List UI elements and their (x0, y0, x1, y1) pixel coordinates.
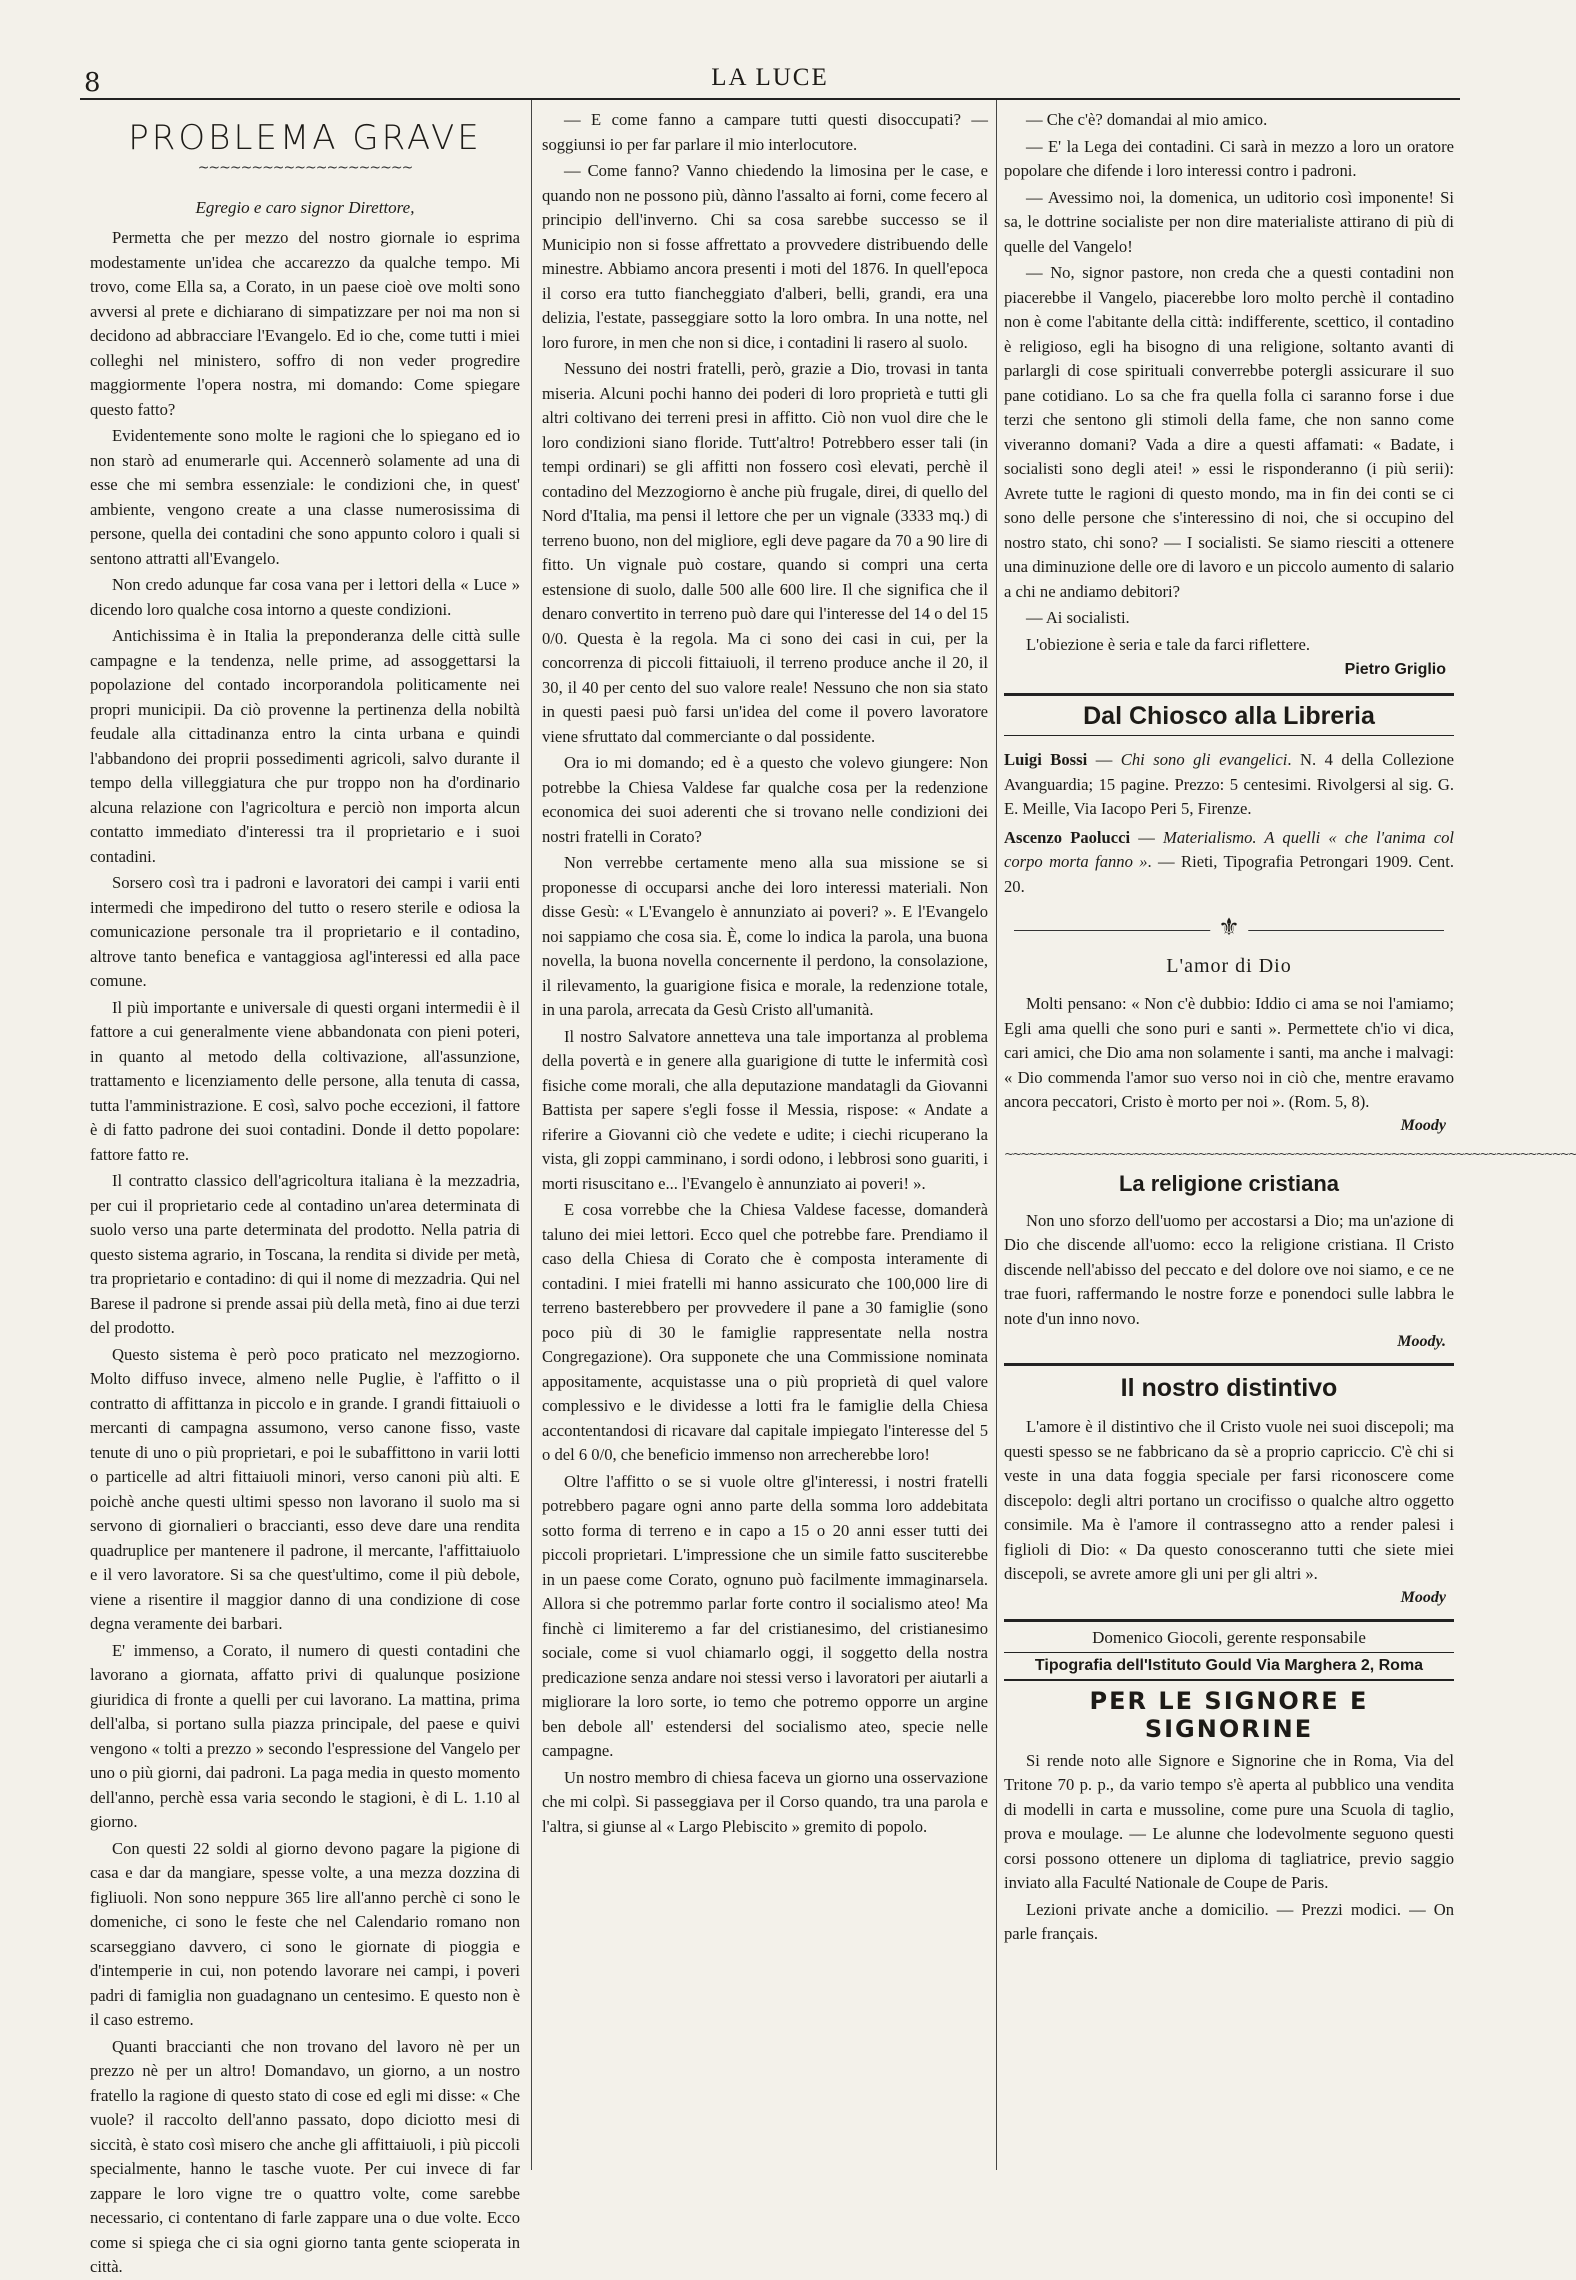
paragraph: Evidentemente sono molte le ragioni che lo spiegano ed io non starò ad enumerarle qui. Accennerò solamente ad una di esse che mi sembra essenziale: le condizioni che, in quest' ambiente, vengono create a una classe numerosissima di persone, quella dei contadini che sono appunto coloro i quali si sentono attratti all'Evangelo. (90, 426, 520, 568)
paragraph: — E come fanno a campare tutti questi disoccupati? — soggiunsi io per far parlare il mio interlocutore. (542, 110, 988, 154)
book-author: Ascenzo Paolucci (1004, 827, 1131, 847)
paragraph: Il contratto classico dell'agricoltura italiana è la mezzadria, per cui il proprietario cede al contadino un'area determinata di suolo verso una parte determinata del prodotto. Nella patria di questo sistema agrario, in Toscana, la rendita si divide per metà, tra proprietario e contadino: di qui il nome di mezzadria. Qui nel Barese il padrone si prende assai più della metà, fino ai due terzi del prodotto. (90, 1171, 520, 1337)
paragraph: Il più importante e universale di questi organi intermedii è il fattore a cui generalmente viene abbandonata con pieni poteri, in quanto al metodo della coltivazione, all'assunzione, trattamento e licenziamento delle persone, alla tenuta di cassa, tutta l'amministrazione. E così, salvo poche eccezioni, il fattore è di fatto padrone dei suoi contadini. Donde il detto popolare: fattore fatto re. (90, 997, 520, 1164)
book-detail: N. 4 della Collezione Avanguardia; 15 pagine. Prezzo: 5 centesimi. Rivolgersi al sig. G. E. Meille, Via Iacopo Peri 5, Firenze. (1004, 750, 1455, 818)
paragraph: Nessuno dei nostri fratelli, però, grazie a Dio, trovasi in tanta miseria. Alcuni pochi hanno dei poderi di loro proprietà e tutti gli altri coltivano dei terreni presi in affitto. Ciò non vuol dire che le loro condizioni siano floride. Tutt'altro! Potrebbero esser tali (in tempi ordinari) se gli affitti non fossero così elevati, perchè il contadino del Mezzogiorno è anche più frugale, direi, di quello del Nord d'Italia, ma pensi il lettore che per un vignale (3333 mq.) di terreno buono, non del migliore, egli deve pagare da 70 a 90 lire di fitto. Un vignale può costare, quando si compri una certa estensione di suolo, dalle 500 alle 600 lire. Il che significa che il denaro convertito in terreno può dare qui l'interesse del 14 o del 15 0/0. Questa è la regola. Ma ci sono dei casi in cui, per la concorrenza di piccoli fittaiuoli, il terreno produce anche il 20, il 30, il 40 per cento del suo valore reale! Nessuno che non sia stato in questi paesi può farsi un'idea del come il povero lavoratore viene sfruttato dal commerciante o dal possidente. (542, 359, 988, 746)
paragraph: — E' la Lega dei contadini. Ci sarà in mezzo a loro un oratore popolare che difende i loro interessi contro i padroni. (1004, 136, 1454, 180)
column-2 (542, 108, 988, 2168)
religione-title: La religione cristiana (1118, 1170, 1340, 1196)
paper-title: LA LUCE (711, 64, 829, 91)
distintivo-signature: Moody (1400, 1588, 1446, 1606)
paragraph: Ora io mi domando; ed è a questo che volevo giungere: Non potrebbe la Chiesa Valdese far qualche cosa per la redenzione economica dei suoi aderenti che si trovano nelle condizioni dei nostri fratelli in Corato? (542, 753, 988, 846)
book-author: Luigi Bossi (1004, 750, 1088, 769)
paragraph: E' immenso, a Corato, il numero di questi contadini che lavorano a giornata, affatto privi di qualunque posizione giuridica di fronte a quelli per cui lavorano. La mattina, prima dell'alba, si portano sulla piazza principale, del paese e quivi vengono « tolti a prezzo » secondo l'espressione del Vangelo per uno o più giorni, dai padroni. La paga media in questo momento dell'anno, perchè essa varia secondo le stagioni, è di L. 1.10 al giorno. (90, 1640, 520, 1831)
amor-text: Molti pensano: « Non c'è dubbio: Iddio ci ama se noi l'amiamo; Egli ama quelli che sono puri e santi ». Permettete ch'io vi dica, cari amici, che Dio ama non solamente i santi, ma anche i malvagi: « Dio commenda l'amor suo verso noi in ciò che, mentre eravamo ancora peccatori, Cristo è morto per noi ». (Rom. 5, 8). (1004, 994, 1454, 1111)
paragraph: L'obiezione è seria e tale da farci riflettere. (1026, 634, 1310, 654)
amor-signature: Moody (1400, 1116, 1446, 1134)
fleur-de-lis-icon: ⚜ (1210, 913, 1248, 941)
religione-text: Non uno sforzo dell'uomo per accostarsi a Dio; ma un'azione di Dio che discende all'uomo: ecco la religione cristiana. Il Cristo discende nell'abisso del peccato e del dolore ove noi siamo, e ce ne trae fuori, raffermando le nostre forze e ponendoci sulle labbra le note d'un inno novo. (1004, 1210, 1454, 1328)
paragraph: Sorsero così tra i padroni e lavoratori dei campi i varii enti intermedi che impedirono del tutto o resero sterile e odiosa la comunicazione personale tra il proprietario e il contadino, altrove tanto benefica e vantaggiosa agl'interessi ed alla pace comune. (90, 873, 520, 990)
column-1 (90, 108, 520, 2276)
paragraph: Permetta che per mezzo del nostro giornale io esprima modestamente un'idea che accarezzo da qualche tempo. Mi trovo, come Ella sa, a Corato, in un paese cioè ove molti sono avversi al prete e dichiarano di simpatizzare per noi ma non si decidono ad abbracciare l'Evangelo. Ed io che, come tutti i miei colleghi nel ministero, soffro di non veder progredire maggiormente l'opera nostra, mi domando: Come spiegare questo fatto? (90, 228, 520, 419)
paragraph: — Che c'è? domandai al mio amico. (1026, 110, 1268, 129)
paragraph: Non verrebbe certamente meno alla sua missione se si proponesse di occuparsi anche dei loro interessi materiali. Non disse Gesù: « L'Evangelo è annunziato ai poveri? ». E l'Evangelo noi sappiamo che cosa sia. È, come lo indica la parola, una buona novella, la buona novella concernente il perdono, la consolazione, il rilevamento, la guarigione fisica e morale, la redenzione totale, in una parola, arrecata da Gesù Cristo all'umanità. (542, 853, 988, 1019)
wavy-divider: ~~~~~~~~~~~~~~~~~~~~~~~~~~~~~~~~~~~~~~~~~~~~~~~~~~~~~~~~~~~~~~~~~~~~~~~ (1004, 1146, 1576, 1161)
distintivo-text: L'amore è il distintivo che il Cristo vuole nei suoi discepoli; ma questi spesso se ne fabbricano da sè a proprio capriccio. C'è chi si veste in una data foggia speciale per farsi riconoscere come discepolo: degli altri portano un crocifisso o qualche altro oggetto consimile. Ma è l'amore il contrassegno atto a render palesi i figlioli di Dio: « Da questo conosceranno tutti che siete miei discepoli, se avrete amore gli uni per gli altri ». (1004, 1417, 1454, 1583)
paragraph: Quanti braccianti che non trovano del lavoro nè per un prezzo nè per un altro! Domandavo, un giorno, a un nostro fratello la ragione di questo stato di cose ed egli mi disse: « Che vuole? il raccolto dell'anno passato, dopo diciotto mesi di siccità, è stato così misero che anche gli affittaiuoli, i più piccoli specialmente, hanno le tasche vuote. Per cui invece di far zappare le loro vigne tre o quattro volte, come sarebbe necessario, ci contentano di farle zappare una o due volte. Ecco come si spiega che ci sia ogni giorno tanta gente scioperata in città. (90, 2036, 520, 2276)
paragraph: — Avessimo noi, la domenica, un uditorio così imponente! Si sa, le dottrine socialiste per non dire materialiste attirano di più di quelle del Vangelo! (1004, 187, 1454, 256)
salutation: Egregio e caro signor Direttore, (195, 198, 415, 217)
tipografia-line: Tipografia dell'Istituto Gould Via Marghera 2, Roma (1004, 1652, 1454, 1681)
book-entry: Luigi Bossi — Chi sono gli evangelici. N. 4 della Collezione Avanguardia; 15 pagine. Prezzo: 5 centesimi. Rivolgersi al sig. G. E. Meille, Via Iacopo Peri 5, Firenze. (1004, 750, 1455, 818)
fleuron-divider (1004, 913, 1454, 947)
distintivo-title: Il nostro distintivo (1004, 1363, 1454, 1403)
paragraph: Antichissima è in Italia la preponderanza delle città sulle campagne e la tendenza, nelle prime, ad assoggettarsi la popolazione del contado incorporandola politicamente nei propri municipii. Da ciò provenne la pertinenza della nobiltà feudale alla cittadinanza entro la cinta urbana e quindi l'abbandono dei proprii possedimenti agricoli, salvo durante il tempo della villeggiatura che pur troppo non ha d'ordinario alcuna relazione con l'agricoltura e perciò non importa alcun contatto immediato d'interessi tra il proprietario e i suoi contadini. (90, 626, 520, 866)
religione-signature: Moody. (1397, 1333, 1446, 1350)
amor-title: L'amor di Dio (1166, 955, 1292, 977)
paragraph: Il nostro Salvatore annetteva una tale importanza al problema della povertà e in genere alla guarigione di tutte le infermità così fisiche come morali, che alla deputazione mandatagli da Giovanni Battista per sapere s'egli fosse il Messia, rispose: « Andate a riferire a Giovanni ciò che vedete e udite; i ciechi ricuperano la vista, gli zoppi camminano, i sordi odono, i lebbrosi sono guariti, i morti risuscitano e... l'Evangelo è annunziato ai poveri! ». (542, 1026, 988, 1193)
page-number: 8 (84, 68, 101, 98)
ad-title: PER LE SIGNORE E SIGNORINE (1089, 1686, 1369, 1743)
ad-text: Si rende noto alle Signore e Signorine che in Roma, Via del Tritone 70 p. p., da vario tempo s'è aperta al pubblico una vendita di modelli in carta e mussoline, come pure una Scuola di taglio, prova e moulage. — Le alunne che lodevolmente seguono questi corsi possono ottenere un diploma di tagliatrice, previo saggio inviato alla Faculté Nationale de Coupe de Paris. (1004, 1750, 1454, 1892)
masthead-rule (80, 98, 1460, 100)
paragraph: — Come fanno? Vanno chiedendo la limosina per le case, e quando non ne possono più, dànno l'assalto ai forni, come fecero al principio dell'inverno. Chi sa cosa sarebbe successo se il Municipio non si fosse affrettato a provvedere distribuendo delle minestre. Abbiamo ancora presenti i moti del 1876. In quell'epoca il corso era tutto fiancheggiato d'alberi, belli, grandi, era una delizia, l'estate, passeggiare sotto la loro ombra. In una notte, nel loro furore, in men che non si dice, i contadini li rasero al suolo. (542, 161, 988, 352)
paragraph: Questo sistema è però poco praticato nel mezzogiorno. Molto diffuso invece, almeno nelle Puglie, è l'affitto o il contratto di affittanza in piccolo e in grande. I grandi fittaiuoli o mercanti di campagna assumono, verso canone fisso, vaste tenute di uno o più proprietari, e poi le subaffittono in varii lotti o particelle ad altri fittaiuoli minori, verso canoni più alti. E poichè anche questi ultimi spesso non lavorano il suolo ma si servono di giornalieri o braccianti, esso deve dare una rendita quadruplice per mantenere il padrone, il mercante, l'affittaiuolo e il vero lavoratore. Si sa che quest'ultimo, come il più debole, viene a risentire il maggior danno di una condizione di cose degna veramente dei barbari. (90, 1344, 520, 1633)
paragraph: Un nostro membro di chiesa faceva un giorno una osservazione che mi colpì. Si passeggiava per il Corso quando, tra una parola e l'altra, si giunse al « Largo Plebiscito » gremito di popolo. (542, 1767, 988, 1836)
paragraph: Non credo adunque far cosa vana per i lettori della « Luce » dicendo loro qualche cosa intorno a queste condizioni. (90, 575, 520, 619)
book-entry: Ascenzo Paolucci — Materialismo. A quelli « che l'anima col corpo morta fanno ». — Rieti, Tipografia Petrongari 1909. Cent. 20. (1004, 827, 1455, 896)
article-title: PROBLEMA GRAVE (128, 118, 482, 158)
book-detail: Rieti, Tipografia Petrongari 1909. Cent. 20. (1004, 852, 1454, 896)
paragraph: — Ai socialisti. (1026, 608, 1130, 627)
article-signature: Pietro Griglio (1344, 661, 1446, 678)
book-section-title: Dal Chiosco alla Libreria (1004, 693, 1454, 736)
paragraph: — No, signor pastore, non creda che a questi contadini non piacerebbe il Vangelo, piacerebbe loro molto perchè il contadino non è come l'abitante della città: indifferente, scettico, il contadino è religioso, egli ha bisogno di una religione, soltanto avanti di parlargli di cose spirituali converrebbe potergli assicurare il suo pane cotidiano. Lo sa che fra quella folla ci saranno forse i due terzi che sentono gli stimoli della fame, che non sanno come viveranno domani? Vada a dire a questi affamati: « Badate, i socialisti sono degli atei! » essi le risponderanno (i più serii): Avrete tutte le ragioni di questo mondo, ma in fin dei conti se ci sono delle persone che s'interessino di noi, che si occupino del nostro stato, chi sono? — I socialisti. Se siamo riesciti a ottenere una diminuzione delle ore di lavoro e un piccolo aumento di salario a chi ne andiamo debitori? (1004, 263, 1454, 601)
column-divider (996, 100, 997, 2170)
masthead (80, 62, 1460, 102)
book-title: Materialismo. A quelli « che l'anima col corpo morta fanno » (1004, 827, 1455, 871)
paragraph: Oltre l'affitto o se si vuole oltre gl'interessi, i nostri fratelli potrebbero pagare ogni anno parte della somma loro addebitata sotto forma di terreno e in capo a 15 o 20 anni esser tutti dei piccoli proprietari. L'impressione che un simile fatto susciterebbe in un paese come Corato, ognuno può facilmente immaginarsela. Allora si che potremmo parlar forte contro il socialismo ateo! Ma finchè ci limiteremo a far del cristianesimo, del cristianesimo sociale, come si vuol chiamarlo oggi, il soggetto della nostra predicazione senza andare noi stessi verso i lavoratori per aiutarli a migliorare la loro sorte, io temo che potremo opporre un argine ben debole all' estendersi del socialismo ateo, specie nelle campagne. (542, 1471, 988, 1760)
paragraph: Con questi 22 soldi al giorno devono pagare la pigione di casa e dar da mangiare, spesse volte, a una mezza dozzina di figliuoli. Non sono neppure 365 lire all'anno perchè ci sono le domeniche, ci sono le feste che nel Calendario romano non scarseggiano davvero, ci sono le giornate di pioggia e d'intemperie in cui, non potendo lavorare nei campi, i poveri padri di famiglia non guadagnano un centesimo. E questo non è il caso estremo. (90, 1838, 520, 2029)
column-divider (531, 100, 532, 2170)
gerente-line: Domenico Giocoli, gerente responsabile (1004, 1619, 1454, 1648)
title-ornament: ~~~~~~~~~~~~~~~~~~~~ (197, 160, 413, 176)
column-3 (1004, 108, 1576, 2168)
paragraph: E cosa vorrebbe che la Chiesa Valdese facesse, domanderà taluno dei miei lettori. Ecco quel che potrebbe fare. Prendiamo il caso della Chiesa di Corato che è composta interamente di contadini. I miei fratelli mi hanno assicurato che 100,000 lire di terreno basterebbero per provvedere il pane a 30 famiglie (sono poco più di 30 le famiglie rappresentate nella nostra Congregazione). Ora supponete che una Commissione nominata appositamente, acquistasse una o più proprietà di quel valore complessivo e le dividesse a lotti fra le famiglie della Chiesa accontentandosi di ricavare dal capitale impiegato l'interesse del 5 o del 6 0/0, che beneficio immenso non arrecherebbe loro! (542, 1200, 988, 1464)
book-title: Chi sono gli evangelici (1120, 750, 1288, 769)
ad-text-2: Lezioni private anche a domicilio. — Prezzi modici. — On parle français. (1004, 1899, 1454, 1943)
